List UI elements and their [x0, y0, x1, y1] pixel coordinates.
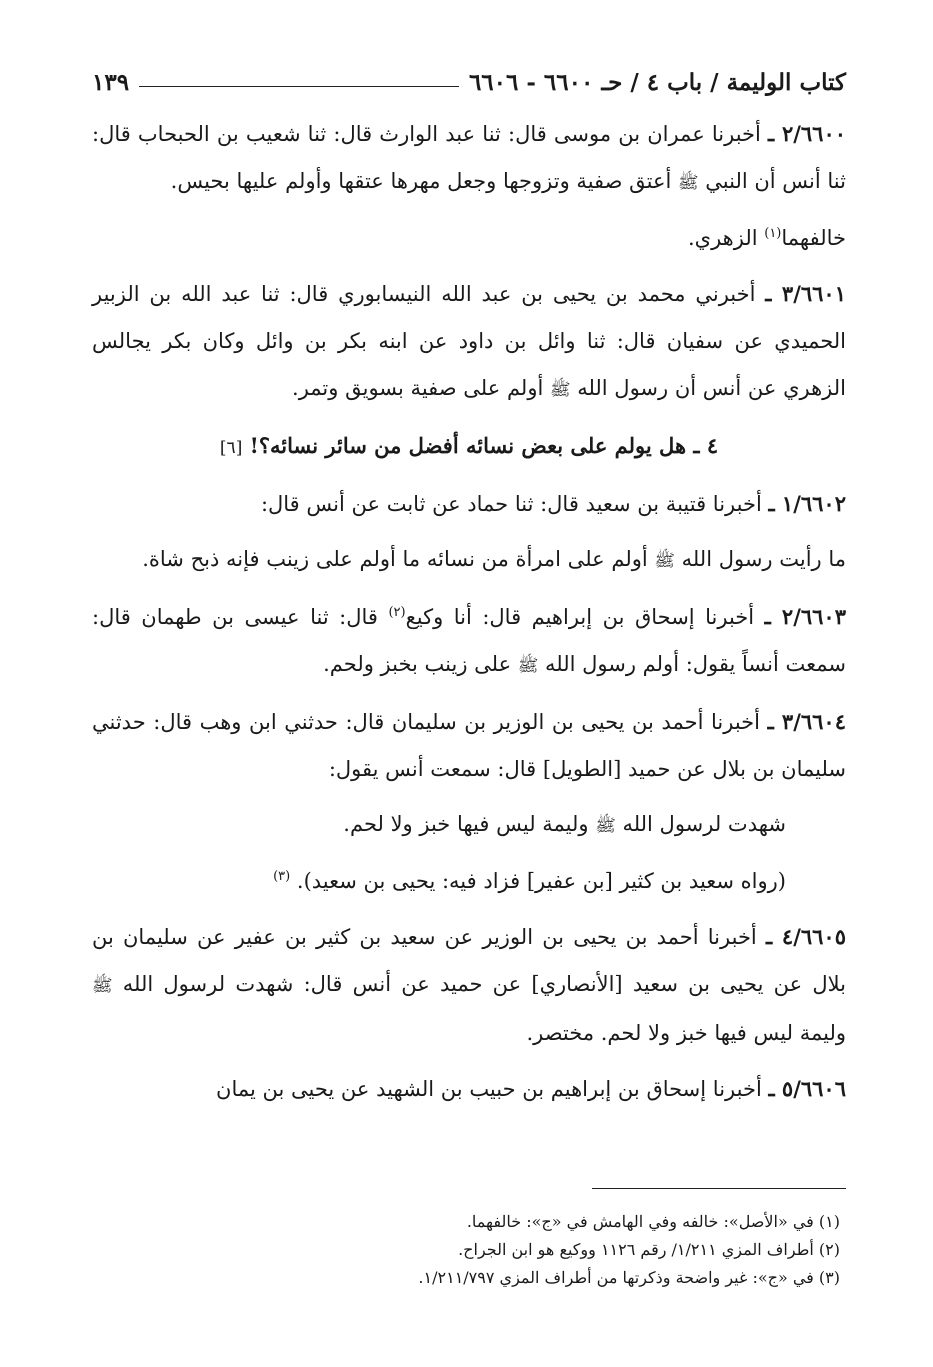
salawat-symbol: ﷺ	[678, 173, 699, 193]
riwaya-note	[92, 858, 846, 905]
footnote-ref-1[interactable]: (١)	[764, 226, 782, 241]
note-text: خالفهما	[781, 226, 846, 250]
footnote-ref-3[interactable]: (٣)	[273, 869, 291, 884]
hadith-number: ٢/٦٦٠٣ ـ	[764, 604, 846, 629]
hadith-text: أخبرنا إسحاق بن إبراهيم قال: أنا وكيع	[405, 605, 765, 629]
hadith-text: أولم على امرأة من نسائه ما أولم على زينب فإنه ذبح شاة.	[142, 547, 655, 571]
footnote-separator	[592, 1188, 846, 1189]
hadith-text: أخبرنا إسحاق بن إبراهيم بن حبيب بن الشهيد عن يحيى بن يمان	[216, 1077, 769, 1101]
hadith-text: أخبرني محمد بن يحيى بن عبد الله النيسابوري قال: ثنا عبد الله بن الزبير الحميدي عن سفيان قال: ثنا وائل بن داود عن ابنه بكر بن وائل وكان بكر يجالس الزهري عن أنس أن رسول الله	[92, 282, 846, 400]
footnote-2: (٢) أطراف المزي ١/٢١١/ رقم ١١٢٦ ووكيع هو ابن الجراح.	[458, 1240, 840, 1259]
hadith-text: على زينب بخبز ولحم.	[323, 652, 518, 676]
hadith-number: ٥/٦٦٠٦ ـ	[768, 1076, 846, 1101]
salawat-symbol: ﷺ	[654, 551, 675, 571]
salawat-symbol: ﷺ	[595, 816, 616, 836]
salawat-symbol: ﷺ	[517, 656, 539, 676]
page-number: ١٣٩	[92, 68, 130, 96]
hadith-6604	[92, 698, 846, 793]
salawat-symbol: ﷺ	[92, 976, 113, 996]
footnotes	[92, 1208, 846, 1292]
hadith-number: ١/٦٦٠٢ ـ	[768, 491, 846, 516]
hadith-number: ٣/٦٦٠٤ ـ	[767, 709, 846, 734]
header-title: كتاب الوليمة / باب ٤ / حـ ٦٦٠٠ - ٦٦٠٦	[468, 68, 846, 96]
hadith-number: ٢/٦٦٠٠ ـ	[768, 121, 847, 146]
hadith-6602-matn	[92, 536, 846, 585]
chapter-tag: [٦]	[219, 438, 243, 458]
chapter-heading-text: ٤ ـ هل يولم على بعض نسائه أفضل من سائر نسائه؟!	[242, 433, 719, 458]
hadith-6605	[92, 913, 846, 1057]
hadith-text: أخبرنا قتيبة بن سعيد قال: ثنا حماد عن ثابت عن أنس قال:	[260, 492, 769, 516]
main-text	[92, 110, 846, 1121]
footnote-ref-2[interactable]: (٢)	[388, 605, 406, 620]
hadith-6603	[92, 593, 846, 690]
hadith-number: ٣/٦٦٠١ ـ	[765, 281, 846, 306]
hadith-text: أولم على صفية بسويق وتمر.	[292, 376, 550, 400]
hadith-text: أعتق صفية وتزوجها وجعل مهرها عتقها وأولم عليها بحيس.	[170, 169, 679, 193]
hadith-6600	[92, 110, 846, 207]
hadith-text: أخبرنا أحمد بن يحيى بن الوزير عن سعيد بن كثير بن عفير عن سليمان بن بلال عن يحيى بن سعيد [الأنصاري] عن حميد عن أنس قال: شهدت لرسول الله	[92, 925, 846, 996]
hadith-text: أخبرنا عمران بن موسى قال: ثنا عبد الوارث قال: ثنا شعيب بن الحبحاب قال: ثنا أنس أن النبي	[92, 122, 846, 193]
hadith-6601	[92, 270, 846, 414]
hadith-6604-matn	[92, 801, 846, 850]
hadith-text: شهدت لرسول الله	[615, 812, 786, 836]
hadith-text: وليمة ليس فيها خبز ولا لحم. مختصر.	[526, 1021, 846, 1045]
hadith-text: قال: ثنا عيسى بن طهمان قال: سمعت أنساً يقول: أولم رسول الله	[92, 605, 846, 676]
hadith-text: ما رأيت رسول الله	[674, 547, 846, 571]
hadith-text: أخبرنا أحمد بن يحيى بن الوزير بن سليمان قال: حدثني ابن وهب قال: حدثني سليمان بن بلال عن حميد [الطويل] قال: سمعت أنس يقول:	[92, 710, 846, 781]
footnote-1: (١) في «الأصل»: خالفه وفي الهامش في «ج»: خالفهما.	[466, 1212, 840, 1231]
note-text: الزهري.	[687, 226, 765, 250]
chapter-heading	[92, 422, 846, 472]
hadith-text: وليمة ليس فيها خبز ولا لحم.	[343, 812, 596, 836]
running-header	[92, 62, 846, 102]
header-rule	[139, 86, 459, 87]
note-line	[92, 215, 846, 262]
salawat-symbol: ﷺ	[549, 380, 571, 400]
hadith-6602	[92, 480, 846, 528]
note-text: (رواه سعيد بن كثير [بن عفير] فزاد فيه: يحيى بن سعيد).	[290, 869, 786, 893]
hadith-number: ٤/٦٦٠٥ ـ	[765, 924, 846, 949]
hadith-6606	[92, 1065, 846, 1113]
footnote-3: (٣) في «ج»: غير واضحة وذكرتها من أطراف المزي ١/٢١١/٧٩٧.	[418, 1268, 840, 1287]
